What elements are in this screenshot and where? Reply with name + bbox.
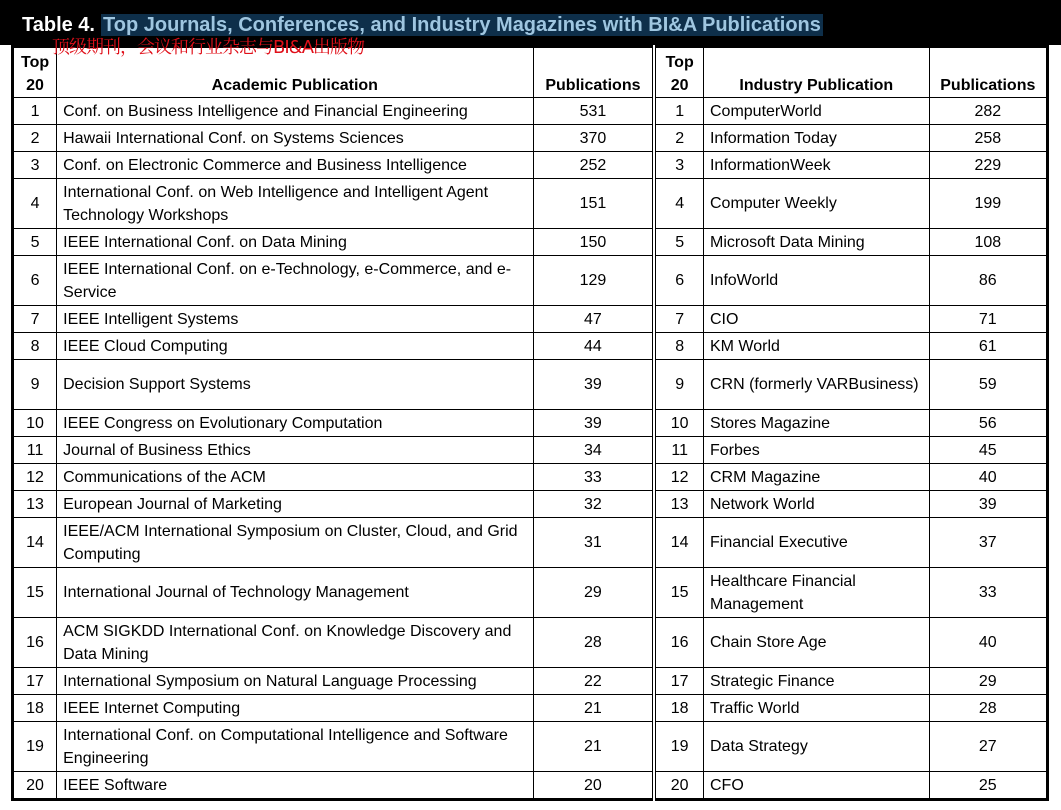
industry-count-cell: 59 — [929, 360, 1047, 410]
industry-rank-cell: 6 — [654, 256, 703, 306]
academic-count-cell: 28 — [533, 618, 654, 668]
academic-publication-cell: European Journal of Marketing — [57, 491, 533, 518]
academic-count-cell: 151 — [533, 179, 654, 229]
table-row — [13, 256, 1048, 306]
rank-cell: 16 — [13, 618, 57, 668]
header-rank-academic: Top 20 — [13, 47, 57, 98]
table-row — [13, 568, 1048, 618]
industry-publication-cell: CRM Magazine — [703, 464, 929, 491]
table-row — [13, 333, 1048, 360]
table-row — [13, 410, 1048, 437]
industry-publication-cell: InfoWorld — [703, 256, 929, 306]
industry-publication-cell: Microsoft Data Mining — [703, 229, 929, 256]
industry-count-cell: 56 — [929, 410, 1047, 437]
industry-publication-cell: CFO — [703, 772, 929, 800]
academic-count-cell: 20 — [533, 772, 654, 800]
table-row — [13, 152, 1048, 179]
industry-publication-cell: Strategic Finance — [703, 668, 929, 695]
rank-cell: 7 — [13, 306, 57, 333]
industry-rank-cell: 8 — [654, 333, 703, 360]
academic-publication-cell: IEEE/ACM International Symposium on Cluster, Cloud, and Grid Computing — [57, 518, 533, 568]
rank-cell: 1 — [13, 98, 57, 125]
industry-publication-cell: InformationWeek — [703, 152, 929, 179]
industry-count-cell: 40 — [929, 464, 1047, 491]
academic-publication-cell: Communications of the ACM — [57, 464, 533, 491]
header-industry-publication: Industry Publication — [703, 47, 929, 98]
academic-publication-cell: ACM SIGKDD International Conf. on Knowledge Discovery and Data Mining — [57, 618, 533, 668]
table-row — [13, 229, 1048, 256]
table-row — [13, 360, 1048, 410]
table-row — [13, 179, 1048, 229]
industry-count-cell: 29 — [929, 668, 1047, 695]
industry-count-cell: 199 — [929, 179, 1047, 229]
academic-publication-cell: International Journal of Technology Management — [57, 568, 533, 618]
academic-count-cell: 33 — [533, 464, 654, 491]
industry-count-cell: 108 — [929, 229, 1047, 256]
industry-count-cell: 61 — [929, 333, 1047, 360]
academic-count-cell: 22 — [533, 668, 654, 695]
industry-rank-cell: 4 — [654, 179, 703, 229]
table-row — [13, 464, 1048, 491]
table-title-text-selected[interactable]: Top Journals, Conferences, and Industry Magazines with BI&A Publications — [103, 14, 821, 36]
academic-publication-cell: IEEE International Conf. on Data Mining — [57, 229, 533, 256]
academic-publication-cell: International Symposium on Natural Language Processing — [57, 668, 533, 695]
industry-rank-cell: 9 — [654, 360, 703, 410]
industry-rank-cell: 2 — [654, 125, 703, 152]
rank-cell: 17 — [13, 668, 57, 695]
header-academic-publications-count: Publications — [533, 47, 654, 98]
table-row — [13, 722, 1048, 772]
industry-publication-cell: ComputerWorld — [703, 98, 929, 125]
rank-cell: 15 — [13, 568, 57, 618]
academic-count-cell: 531 — [533, 98, 654, 125]
academic-publication-cell: Conf. on Electronic Commerce and Business Intelligence — [57, 152, 533, 179]
industry-rank-cell: 12 — [654, 464, 703, 491]
industry-count-cell: 28 — [929, 695, 1047, 722]
academic-count-cell: 150 — [533, 229, 654, 256]
translation-annotation: 顶级期刊，会议和行业杂志与BI&A出版物 — [52, 37, 365, 58]
industry-count-cell: 258 — [929, 125, 1047, 152]
academic-publication-cell: IEEE International Conf. on e-Technology, e-Commerce, and e-Service — [57, 256, 533, 306]
academic-publication-cell: IEEE Software — [57, 772, 533, 800]
industry-rank-cell: 17 — [654, 668, 703, 695]
industry-count-cell: 25 — [929, 772, 1047, 800]
industry-publication-cell: Forbes — [703, 437, 929, 464]
industry-publication-cell: Chain Store Age — [703, 618, 929, 668]
industry-rank-cell: 13 — [654, 491, 703, 518]
table-row — [13, 306, 1048, 333]
academic-count-cell: 39 — [533, 410, 654, 437]
industry-publication-cell: CIO — [703, 306, 929, 333]
industry-rank-cell: 7 — [654, 306, 703, 333]
rank-cell: 6 — [13, 256, 57, 306]
rank-cell: 2 — [13, 125, 57, 152]
industry-count-cell: 282 — [929, 98, 1047, 125]
industry-count-cell: 40 — [929, 618, 1047, 668]
industry-count-cell: 71 — [929, 306, 1047, 333]
industry-rank-cell: 16 — [654, 618, 703, 668]
header-industry-publications-count: Publications — [929, 47, 1047, 98]
table-row — [13, 491, 1048, 518]
table-row — [13, 98, 1048, 125]
rank-cell: 20 — [13, 772, 57, 800]
academic-publication-cell: IEEE Congress on Evolutionary Computation — [57, 410, 533, 437]
industry-count-cell: 229 — [929, 152, 1047, 179]
academic-count-cell: 29 — [533, 568, 654, 618]
industry-publication-cell: KM World — [703, 333, 929, 360]
industry-rank-cell: 19 — [654, 722, 703, 772]
industry-publication-cell: Computer Weekly — [703, 179, 929, 229]
academic-count-cell: 34 — [533, 437, 654, 464]
table-row — [13, 125, 1048, 152]
industry-publication-cell: Data Strategy — [703, 722, 929, 772]
industry-publication-cell: Financial Executive — [703, 518, 929, 568]
industry-publication-cell: Network World — [703, 491, 929, 518]
academic-publication-cell: IEEE Cloud Computing — [57, 333, 533, 360]
header-academic-publication: Academic Publication — [57, 47, 533, 98]
rank-cell: 10 — [13, 410, 57, 437]
industry-publication-cell: Information Today — [703, 125, 929, 152]
industry-publication-cell: CRN (formerly VARBusiness) — [703, 360, 929, 410]
rank-cell: 9 — [13, 360, 57, 410]
academic-publication-cell: Decision Support Systems — [57, 360, 533, 410]
table-row — [13, 618, 1048, 668]
academic-count-cell: 47 — [533, 306, 654, 333]
rank-cell: 5 — [13, 229, 57, 256]
table-row — [13, 668, 1048, 695]
industry-rank-cell: 11 — [654, 437, 703, 464]
header-rank-industry: Top 20 — [654, 47, 703, 98]
academic-count-cell: 32 — [533, 491, 654, 518]
table-row — [13, 772, 1048, 800]
academic-count-cell: 129 — [533, 256, 654, 306]
industry-rank-cell: 18 — [654, 695, 703, 722]
industry-count-cell: 37 — [929, 518, 1047, 568]
industry-rank-cell: 20 — [654, 772, 703, 800]
academic-count-cell: 31 — [533, 518, 654, 568]
academic-count-cell: 252 — [533, 152, 654, 179]
academic-count-cell: 21 — [533, 695, 654, 722]
industry-rank-cell: 14 — [654, 518, 703, 568]
publications-table — [11, 45, 1049, 801]
academic-count-cell: 44 — [533, 333, 654, 360]
academic-publication-cell: IEEE Intelligent Systems — [57, 306, 533, 333]
industry-count-cell: 33 — [929, 568, 1047, 618]
academic-publication-cell: Journal of Business Ethics — [57, 437, 533, 464]
academic-publication-cell: Hawaii International Conf. on Systems Sciences — [57, 125, 533, 152]
rank-cell: 8 — [13, 333, 57, 360]
industry-count-cell: 39 — [929, 491, 1047, 518]
rank-cell: 11 — [13, 437, 57, 464]
table-label: Table 4. — [22, 14, 95, 36]
industry-publication-cell: Healthcare Financial Management — [703, 568, 929, 618]
industry-rank-cell: 15 — [654, 568, 703, 618]
industry-rank-cell: 10 — [654, 410, 703, 437]
academic-publication-cell: International Conf. on Web Intelligence and Intelligent Agent Technology Workshops — [57, 179, 533, 229]
industry-rank-cell: 5 — [654, 229, 703, 256]
table-row — [13, 695, 1048, 722]
rank-cell: 13 — [13, 491, 57, 518]
rank-cell: 3 — [13, 152, 57, 179]
academic-publication-cell: IEEE Internet Computing — [57, 695, 533, 722]
industry-publication-cell: Stores Magazine — [703, 410, 929, 437]
academic-count-cell: 39 — [533, 360, 654, 410]
industry-count-cell: 27 — [929, 722, 1047, 772]
table-row — [13, 437, 1048, 464]
rank-cell: 18 — [13, 695, 57, 722]
rank-cell: 4 — [13, 179, 57, 229]
rank-cell: 12 — [13, 464, 57, 491]
industry-rank-cell: 1 — [654, 98, 703, 125]
academic-count-cell: 370 — [533, 125, 654, 152]
table-row — [13, 518, 1048, 568]
industry-count-cell: 45 — [929, 437, 1047, 464]
industry-count-cell: 86 — [929, 256, 1047, 306]
academic-count-cell: 21 — [533, 722, 654, 772]
academic-publication-cell: Conf. on Business Intelligence and Financial Engineering — [57, 98, 533, 125]
rank-cell: 19 — [13, 722, 57, 772]
industry-rank-cell: 3 — [654, 152, 703, 179]
academic-publication-cell: International Conf. on Computational Intelligence and Software Engineering — [57, 722, 533, 772]
industry-publication-cell: Traffic World — [703, 695, 929, 722]
rank-cell: 14 — [13, 518, 57, 568]
